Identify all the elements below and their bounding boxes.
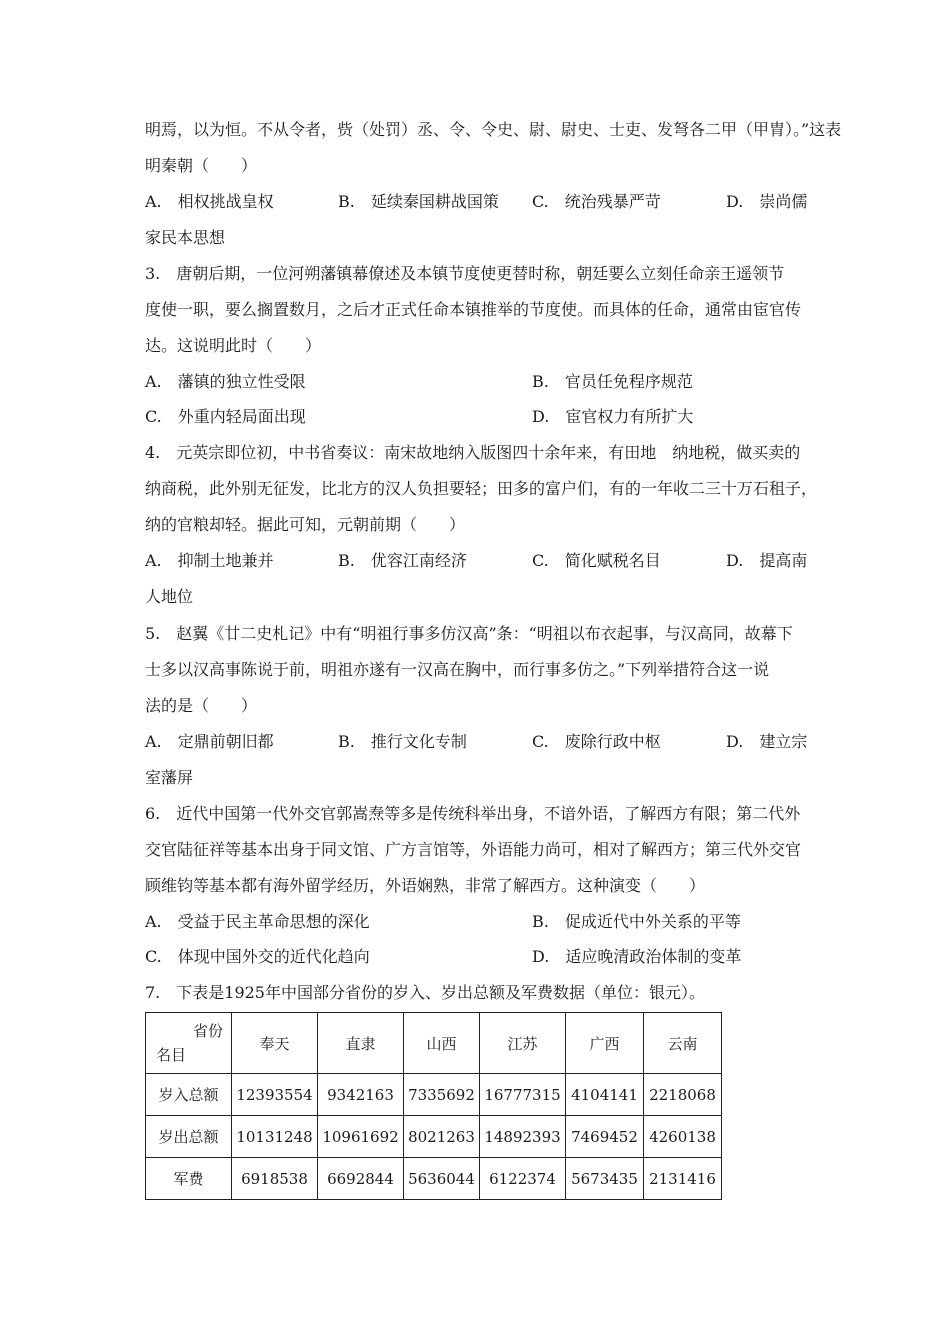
q4-option-d: D. 提高南 (726, 551, 808, 570)
q6-stem-line-1: 6. 近代中国第一代外交官郭嵩焘等多是传统科举出身，不谙外语，了解西方有限；第二代外 (145, 804, 801, 823)
q3-option-d: D. 宦官权力有所扩大 (532, 407, 694, 426)
table-cell: 2131416 (644, 1158, 722, 1200)
table-corner-cell (146, 1013, 232, 1074)
table-cell: 6122374 (480, 1158, 566, 1200)
table-cell: 6692844 (318, 1158, 404, 1200)
q5-option-b: B. 推行文化专制 (338, 732, 467, 751)
table-cell: 8021263 (404, 1116, 480, 1158)
q6-stem-line-2: 交官陆征祥等基本出身于同文馆、广方言馆等，外语能力尚可，相对了解西方；第三代外交官 (145, 840, 802, 859)
province-header: 广西 (566, 1013, 644, 1074)
table-row (146, 1074, 722, 1116)
corner-label-item: 名目 (156, 1046, 187, 1064)
q2-option-d: D. 崇尚儒 (726, 192, 808, 211)
q6-option-a: A. 受益于民主革命思想的深化 (145, 912, 370, 931)
province-header: 江苏 (480, 1013, 566, 1074)
q5-option-d-continued: 室藩屏 (145, 768, 194, 787)
table-cell: 12393554 (232, 1074, 318, 1116)
province-header: 直隶 (318, 1013, 404, 1074)
province-header: 奉天 (232, 1013, 318, 1074)
q6-option-c: C. 体现中国外交的近代化趋向 (145, 947, 370, 966)
q3-stem-line-2: 度使一职，要么搁置数月，之后才正式任命本镇推举的节度使。而具体的任命，通常由宦官传 (145, 300, 802, 319)
table-cell: 9342163 (318, 1074, 404, 1116)
q5-stem-line-2: 士多以汉高事陈说于前，明祖亦遂有一汉高在胸中，而行事多仿之。”下列举措符合这一说 (145, 660, 770, 679)
row-label: 军费 (146, 1158, 232, 1200)
table-cell: 5673435 (566, 1158, 644, 1200)
q4-option-c: C. 简化赋税名目 (532, 551, 661, 570)
q2-stem-line-2: 明秦朝（ ） (145, 156, 258, 175)
q2-stem-line-1: 明焉，以为恒。不从令者，赀（处罚）丞、令、令史、尉、尉史、士吏、发弩各二甲（甲胄）。”这表 (145, 120, 842, 139)
q3-option-c: C. 外重内轻局面出现 (145, 407, 306, 426)
q2-option-a: A. 相权挑战皇权 (145, 192, 274, 211)
q4-stem-line-1: 4. 元英宗即位初，中书省奏议：南宋故地纳入版图四十余年来，有田地 纳地税，做买卖的 (145, 443, 801, 462)
table-cell: 10131248 (232, 1116, 318, 1158)
q2-option-d-continued: 家民本思想 (145, 228, 226, 247)
fiscal-data-table (145, 1012, 722, 1200)
corner-label-province: 省份 (192, 1022, 223, 1040)
q5-option-a: A. 定鼎前朝旧都 (145, 732, 274, 751)
province-header: 云南 (644, 1013, 722, 1074)
province-header: 山西 (404, 1013, 480, 1074)
table-cell: 16777315 (480, 1074, 566, 1116)
q2-option-c: C. 统治残暴严苛 (532, 192, 661, 211)
q4-stem-line-3: 纳的官粮却轻。据此可知，元朝前期（ ） (145, 515, 466, 534)
table-cell: 7335692 (404, 1074, 480, 1116)
row-label: 岁入总额 (146, 1074, 232, 1116)
table-cell: 7469452 (566, 1116, 644, 1158)
q6-stem-line-3: 顾维钧等基本都有海外留学经历，外语娴熟，非常了解西方。这种演变（ ） (145, 876, 706, 895)
table-cell: 2218068 (644, 1074, 722, 1116)
q5-stem-line-3: 法的是（ ） (145, 696, 258, 715)
table-cell: 4260138 (644, 1116, 722, 1158)
q4-option-a: A. 抑制土地兼并 (145, 551, 274, 570)
table-header-row (146, 1013, 722, 1074)
q4-stem-line-2: 纳商税，此外别无征发，比北方的汉人负担要轻；田多的富户们，有的一年收二三十万石租子， (145, 479, 818, 498)
q3-stem-line-3: 达。这说明此时（ ） (145, 336, 322, 355)
table-row (146, 1116, 722, 1158)
q3-stem-line-1: 3. 唐朝后期，一位河朔藩镇幕僚述及本镇节度使更替时称，朝廷要么立刻任命亲王遥领节 (145, 264, 785, 283)
q4-option-b: B. 优容江南经济 (338, 551, 467, 570)
table-cell: 4104141 (566, 1074, 644, 1116)
table-cell: 10961692 (318, 1116, 404, 1158)
table-row (146, 1158, 722, 1200)
q5-stem-line-1: 5. 赵翼《廿二史札记》中有“明祖行事多仿汉高”条：“明祖以布衣起事，与汉高同，故幕下 (145, 624, 793, 643)
q5-option-c: C. 废除行政中枢 (532, 732, 661, 751)
table-cell: 6918538 (232, 1158, 318, 1200)
q7-stem: 7. 下表是1925年中国部分省份的岁入、岁出总额及军费数据（单位：银元）。 (145, 983, 705, 1002)
q2-option-b: B. 延续秦国耕战国策 (338, 192, 499, 211)
table-cell: 14892393 (480, 1116, 566, 1158)
q3-option-b: B. 官员任免程序规范 (532, 372, 693, 391)
q6-option-d: D. 适应晚清政治体制的变革 (532, 947, 742, 966)
row-label: 岁出总额 (146, 1116, 232, 1158)
q6-option-b: B. 促成近代中外关系的平等 (532, 912, 741, 931)
q5-option-d: D. 建立宗 (726, 732, 808, 751)
q4-option-d-continued: 人地位 (145, 587, 194, 606)
table-cell: 5636044 (404, 1158, 480, 1200)
q3-option-a: A. 藩镇的独立性受限 (145, 372, 306, 391)
